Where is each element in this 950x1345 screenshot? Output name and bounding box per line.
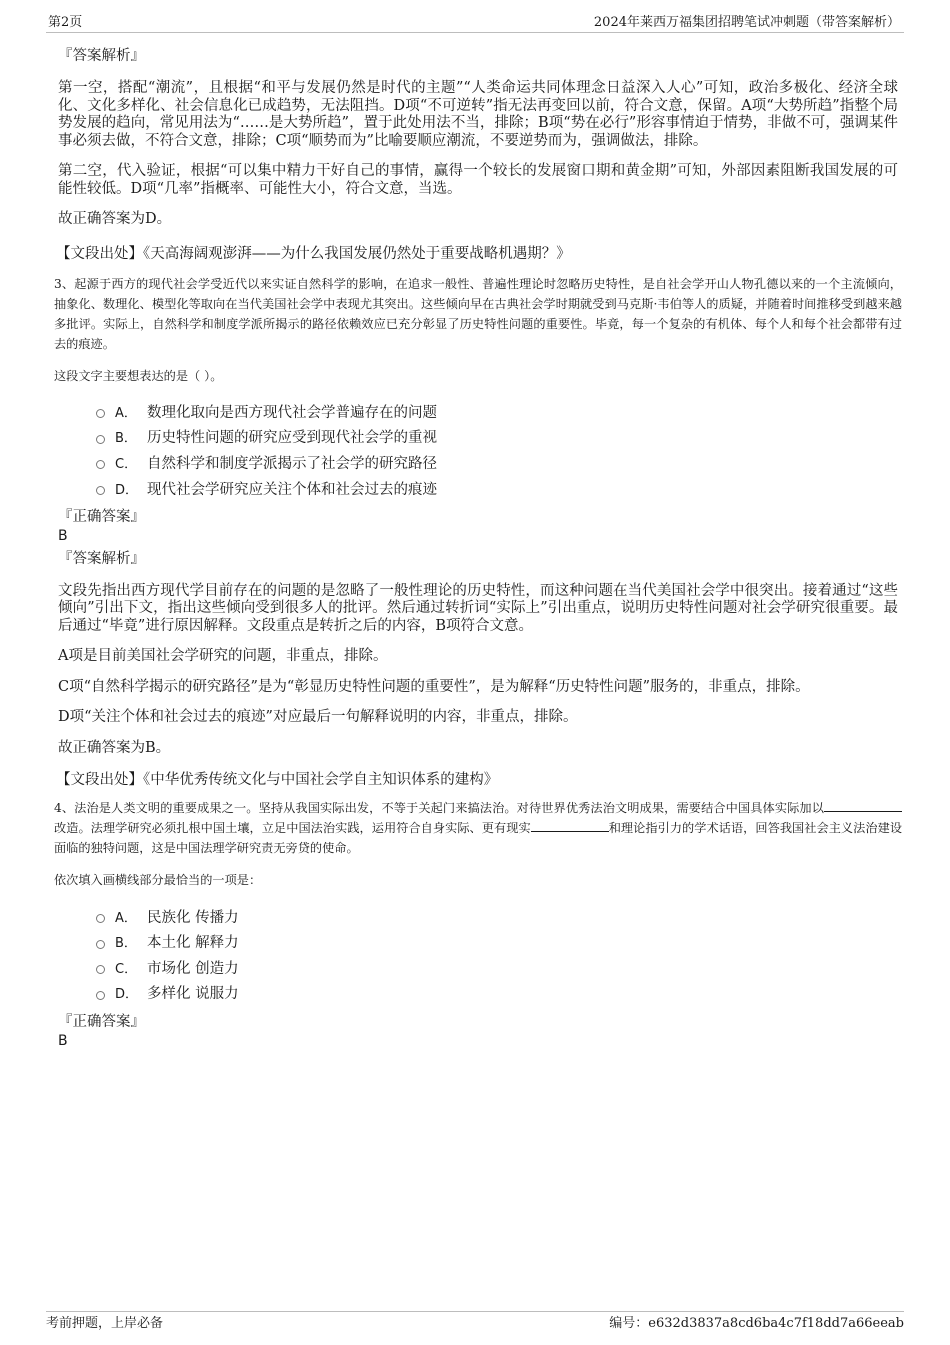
question-stem: 4、法治是人类文明的重要成果之一。坚持从我国实际出发，不等于关起门来搞法治。对待世界优秀法治文明成果，需要结合中国具体实际加以改造。法理学研究必须扎根中国土壤，立足中国法治实践，运用符合自身实际、更有现实 和理论指引力的学术话语，回答我国社会主义法治建设面临的独特问题，这是中国法理学研究责无旁贷的使命。 [54, 801, 903, 856]
analysis-label: 『答案解析』 [58, 550, 145, 567]
page-header [46, 14, 904, 33]
footer-slogan: 考前押题，上岸必备 [46, 1316, 164, 1331]
correct-answer-label: 『正确答案』 [58, 508, 145, 525]
analysis-label: 『答案解析』 [58, 48, 145, 64]
radio-icon[interactable] [96, 460, 105, 469]
radio-icon[interactable] [96, 965, 105, 974]
analysis-paragraph: 故正确答案为B。 [58, 739, 171, 756]
radio-icon[interactable] [96, 991, 105, 1000]
page-number: 第2页 [48, 15, 83, 30]
document-id: 编号：e632d3837a8cd6ba4c7f18dd7a66eeab [609, 1316, 904, 1331]
radio-icon[interactable] [96, 914, 105, 923]
question-stem: 3、起源于西方的现代社会学受近代以来实证自然科学的影响，在追求一般性、普遍性理论时忽略历史特性，是自社会学开山人物孔德以来的一个主流倾向，抽象化、数理化、模型化等取向在当代美国社会学中表现尤其突出。这些倾向早在古典社会学时期就受到马克斯·韦伯等人的质疑，并随着时间推移受到越来越多批评。实际上，自然科学和制度学派所揭示的路径依赖效应已充分彰显了历史特性问题的重要性。毕竟，每一个复杂的有机体、每个人和每个社会都带有过去的痕迹。 [54, 276, 902, 351]
option-list [96, 399, 902, 501]
radio-icon[interactable] [96, 435, 105, 444]
analysis-paragraph: 故正确答案为D。 [58, 211, 172, 227]
page-footer [46, 1311, 904, 1336]
source-citation: 【文段出处】《中华优秀传统文化与中国社会学自主知识体系的建构》 [56, 772, 499, 789]
radio-icon[interactable] [96, 940, 105, 949]
option-c[interactable]: C． 自然科学和制度学派揭示了社会学的研究路径 [96, 450, 902, 476]
option-a[interactable]: A． 民族化 传播力 [96, 903, 902, 929]
radio-icon[interactable] [96, 486, 105, 495]
question-prompt: 这段文字主要想表达的是（ ）。 [54, 368, 223, 383]
correct-answer: B [58, 527, 68, 544]
analysis-paragraph: C项“自然科学揭示的研究路径”是为“彰显历史特性问题的重要性”，是为解释“历史特性问题”服务的，非重点，排除。 [58, 678, 810, 695]
radio-icon[interactable] [96, 409, 105, 418]
fill-blank [824, 800, 902, 812]
analysis-paragraph: 第一空，搭配“潮流”，且根据“和平与发展仍然是时代的主题”“人类命运共同体理念日益深入人心”可知，政治多极化、经济全球化、文化多样化、社会信息化已成趋势，无法阻挡。D项“不可逆转”指无法再变回以前，符合文意，保留。A项“大势所趋”指整个局势发展的趋向，常见用法为“……是大势所趋”，置于此处用法不当，排除；B项“势在必行”形容事情迫于情势，非做不可，强调某件事必须去做，不符合文意，排除；C项“顺势而为”比喻要顺应潮流，不要逆势而为，强调做法，排除。 [58, 80, 898, 149]
analysis-paragraph: 第二空，代入验证，根据“可以集中精力干好自己的事情，赢得一个较长的发展窗口期和黄金期”可知，外部因素阻断我国发展的可能性较低。D项“几率”指概率、可能性大小，符合文意，当选。 [58, 163, 898, 197]
document-title: 2024年莱西万福集团招聘笔试冲刺题（带答案解析） [593, 15, 900, 30]
analysis-paragraph: 文段先指出西方现代学目前存在的问题的是忽略了一般性理论的历史特性，而这种问题在当代美国社会学中很突出。接着通过“这些倾向”引出下文，指出这些倾向受到很多人的批评。然后通过转折词“实际上”引出重点，说明历史特性问题对社会学研究很重要。最后通过“毕竟”进行原因解释。文段重点是转折之后的内容，B项符合文意。 [58, 582, 898, 634]
page-content [54, 46, 902, 1050]
option-a[interactable]: A． 数理化取向是西方现代社会学普遍存在的问题 [96, 399, 902, 425]
correct-answer: B [58, 1032, 68, 1049]
option-d[interactable]: D． 现代社会学研究应关注个体和社会过去的痕迹 [96, 475, 902, 501]
source-citation: 【文段出处】《天高海阔观澎湃——为什么我国发展仍然处于重要战略机遇期？》 [56, 245, 571, 262]
option-list [96, 903, 902, 1005]
analysis-paragraph: D项“关注个体和社会过去的痕迹”对应最后一句解释说明的内容，非重点，排除。 [58, 709, 578, 726]
analysis-paragraph: A项是目前美国社会学研究的问题，非重点，排除。 [58, 648, 388, 665]
option-b[interactable]: B． 历史特性问题的研究应受到现代社会学的重视 [96, 424, 902, 450]
option-b[interactable]: B． 本土化 解释力 [96, 929, 902, 955]
option-c[interactable]: C． 市场化 创造力 [96, 955, 902, 981]
option-d[interactable]: D． 多样化 说服力 [96, 980, 902, 1006]
fill-blank [531, 820, 609, 832]
correct-answer-label: 『正确答案』 [58, 1013, 145, 1030]
question-prompt: 依次填入画横线部分最恰当的一项是： [54, 873, 262, 888]
